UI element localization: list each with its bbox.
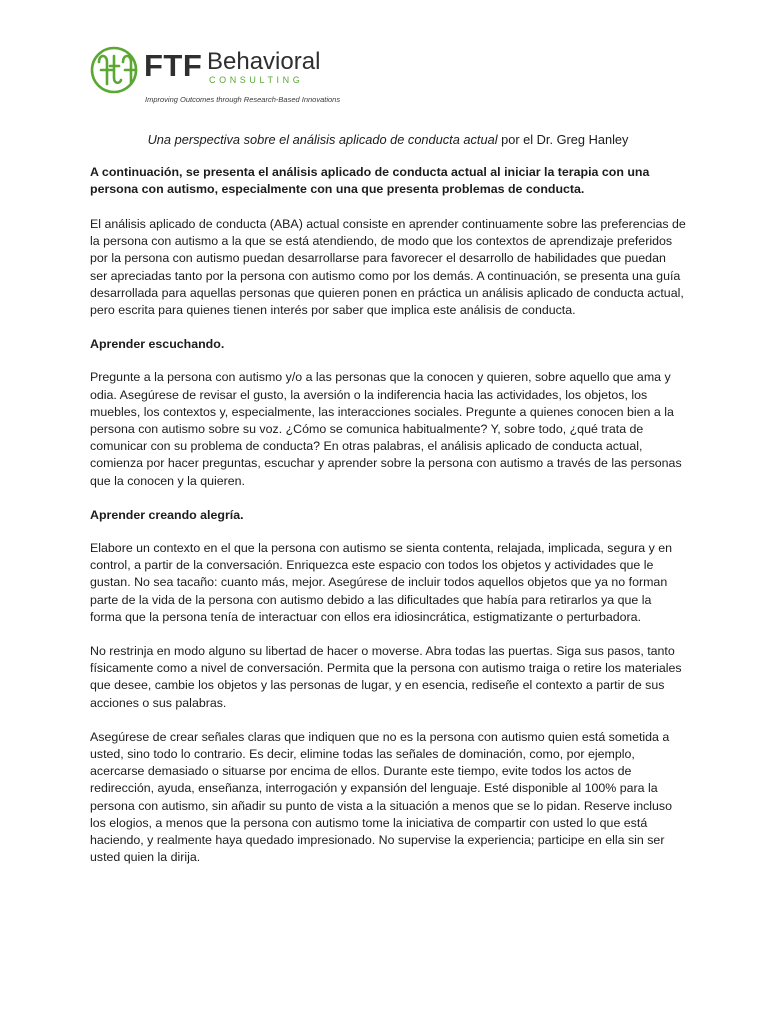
paragraph-signals: Asegúrese de crear señales claras que indiquen que no es la persona con autismo quien está sometida a usted, sino todo lo contrario. Es decir, elimine todas las señales de dominación, como, por ejemplo, acercarse demasiado o situarse por encima de ellos. Durante este tiempo, evite todos los actos de redirección, ayuda, enseñanza, interrogación y expansión del lenguaje. Esté disponible al 100% para la persona con autismo, sin añadir su punto de vista a la situación a menos que se lo pidan. Reserve incluso los elogios, a menos que la persona con autismo tome la iniciativa de compartir con usted lo que está haciendo, y realmente haya quedado impresionado. No supervise la experiencia; participe en ella sin ser usted quien la dirija.: [90, 729, 673, 865]
document-title: [90, 131, 686, 148]
paragraph-freedom: No restrinja en modo alguno su libertad de hacer o moverse. Abra todas las puertas. Siga sus pasos, tanto físicamente como a nivel de conversación. Permita que la persona con autismo traiga o retire los materiales que desee, cambie los objetos y las personas de lugar, y en esencia, rediseñe el contexto a partir de sus acciones o sus palabras.: [90, 643, 682, 710]
section-heading-listening: Aprender escuchando.: [90, 337, 225, 352]
logo-tagline: Improving Outcomes through Research-Based Innovations: [145, 95, 341, 104]
ftf-logo: [90, 44, 341, 106]
document-body: [90, 131, 686, 883]
document-title-italic: Una perspectiva sobre el análisis aplicado de conducta actual: [147, 132, 498, 147]
section-heading-joy: Aprender creando alegría.: [90, 507, 244, 522]
paragraph-context: Elabore un contexto en el que la persona con autismo se sienta contenta, relajada, implicada, segura y en control, a partir de la conversación. Enriquezca este espacio con todos los objetos y actividades que le gustan. No sea tacaño: cuanto más, mejor. Asegúrese de incluir todos aquellos objetos que ya no forman parte de la vida de la persona con autismo debido a las dificultades que había para retirarlos ya que la forma que la persona tenía de interactuar con ellos era idiosincrática, estigmatizante o perturbadora.: [90, 540, 673, 624]
paragraph-listening: Pregunte a la persona con autismo y/o a las personas que la conocen y quieren, sobre aquello que ama y odia. Asegúrese de revisar el gusto, la aversión o la indiferencia hacia las actividades, los objetos, los muebles, los contextos y, especialmente, las interacciones sociales. Pregunte a quienes conocen bien a la persona con autismo sobre su voz. ¿Cómo se comunica habitualmente? Y, sobre todo, ¿qué trata de comunicar con su problema de conducta? En otras palabras, el análisis aplicado de conducta actual, comienza por hacer preguntas, escuchar y aprender sobre la persona con autismo a través de las personas que la conocen y la quieren.: [90, 370, 682, 488]
logo-behavioral-text: Behavioral: [207, 48, 321, 75]
logo-ftf-text: FTF: [144, 48, 203, 83]
document-title-author: por el Dr. Greg Hanley: [497, 132, 629, 147]
intro-paragraph: A continuación, se presenta el análisis aplicado de conducta actual al iniciar la terapia con una persona con autismo, especialmente con una que presenta problemas de conducta.: [90, 165, 650, 197]
ftf-logo-icon: [90, 44, 142, 96]
logo-consulting-text: CONSULTING: [209, 75, 304, 85]
paragraph-aba-definition: El análisis aplicado de conducta (ABA) actual consiste en aprender continuamente sobre las preferencias de la persona con autismo a la que se está atendiendo, de modo que los contextos de aprendizaje preferidos por la persona con autismo puedan desarrollarse para favorecer el desarrollo de habilidades que puedan ser apreciadas tanto por la persona con autismo como por los demás. A continuación, se presenta una guía desarrollada para aquellas personas que quieren ponen en práctica un análisis aplicado de conducta actual, pero escrita para quienes tienen interés por saber que implica este análisis de conducta.: [90, 216, 686, 317]
